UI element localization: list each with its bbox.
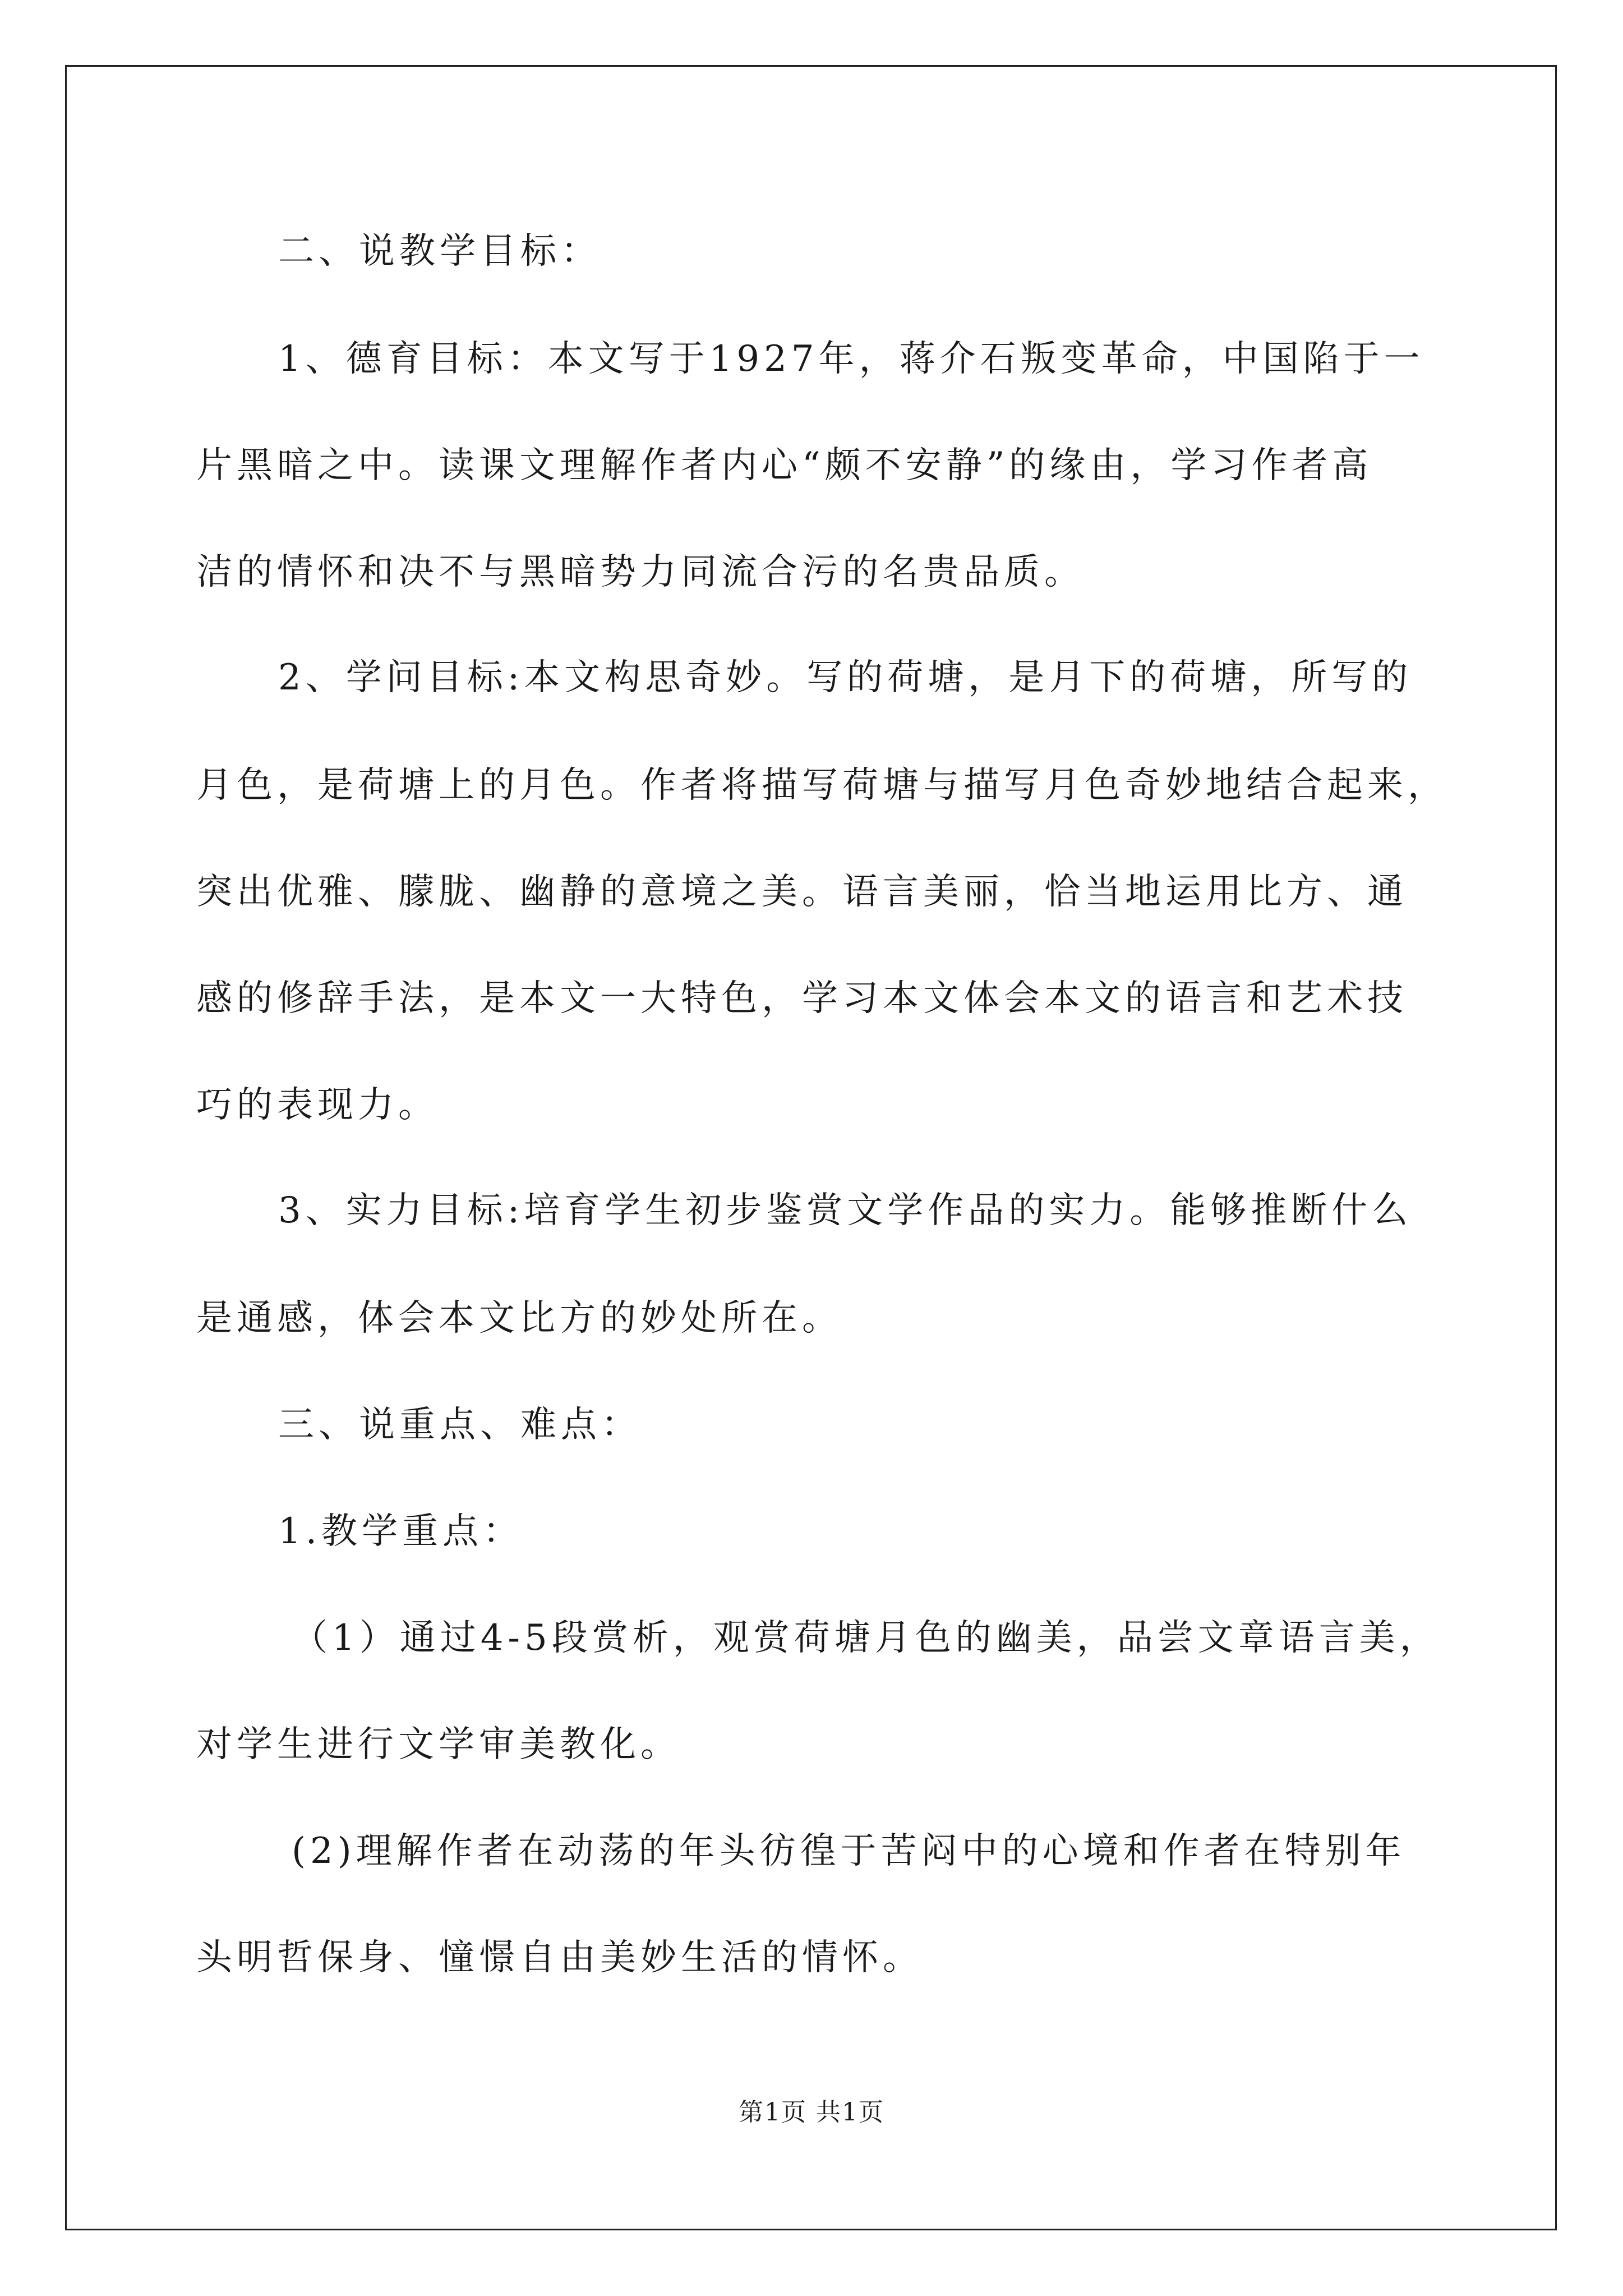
paragraph-line: 2、学问目标:本文构思奇妙。写的荷塘，是月下的荷塘，所写的: [278, 657, 1413, 698]
section-heading-teaching-goals: 二、说教学目标：: [278, 231, 601, 272]
paragraph-line: 3、实力目标:培育学生初步鉴赏文学作品的实力。能够推断什么: [278, 1190, 1413, 1231]
paragraph-line: 突出优雅、朦胧、幽静的意境之美。语言美丽，恰当地运用比方、通: [196, 871, 1408, 913]
page-number-footer: 第1页 共1页: [739, 2098, 884, 2127]
paragraph-line: 洁的情怀和决不与黑暗势力同流合污的名贵品质。: [196, 551, 1085, 593]
subheading-teaching-focus: 1.教学重点：: [278, 1511, 524, 1552]
paragraph-line: 片黑暗之中。读课文理解作者内心“颇不安静”的缘由，学习作者高: [196, 445, 1373, 486]
paragraph-line: 月色，是荷塘上的月色。作者将描写荷塘与描写月色奇妙地结合起来，: [196, 765, 1448, 806]
paragraph-line: （1）通过4-5段赏析，观赏荷塘月色的幽美，品尝文章语言美，: [292, 1617, 1440, 1659]
section-heading-key-points: 三、说重点、难点：: [278, 1404, 642, 1446]
paragraph-line: 是通感，体会本文比方的妙处所在。: [196, 1297, 842, 1339]
paragraph-line: 巧的表现力。: [196, 1084, 439, 1126]
paragraph-line: 头明哲保身、憧憬自由美妙生活的情怀。: [196, 1937, 923, 1978]
paragraph-line: (2)理解作者在动荡的年头彷徨于苦闷中的心境和作者在特别年: [292, 1830, 1406, 1872]
paragraph-line: 1、德育目标：本文写于1927年，蒋介石叛变革命，中国陷于一: [278, 338, 1424, 380]
paragraph-line: 感的修辞手法，是本文一大特色，学习本文体会本文的语言和艺术技: [196, 978, 1408, 1019]
paragraph-line: 对学生进行文学审美教化。: [196, 1724, 681, 1765]
